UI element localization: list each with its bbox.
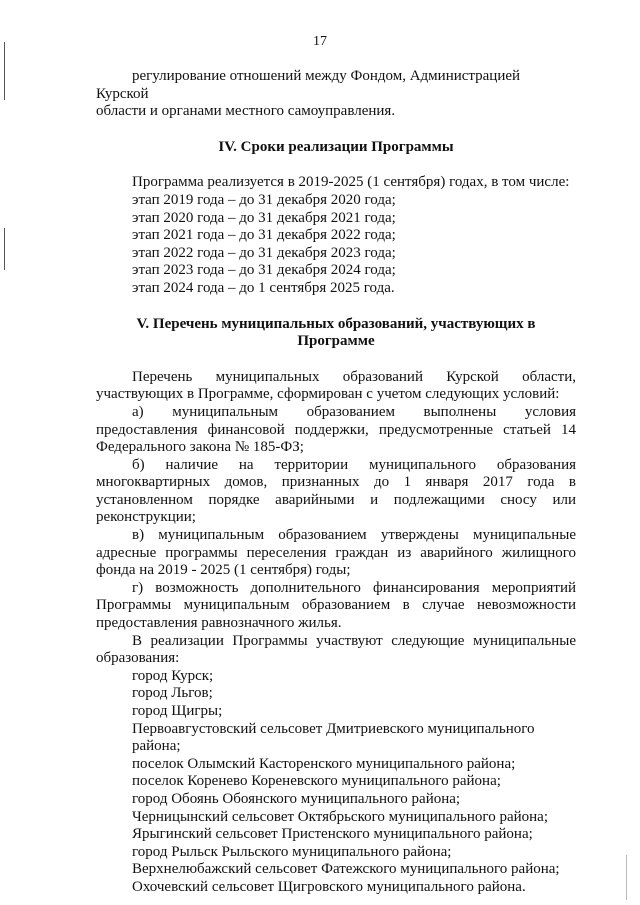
section-4-title: IV. Сроки реализации Программы — [218, 138, 454, 155]
intro-paragraph — [96, 68, 576, 121]
scan-margin-line-bottom — [4, 228, 5, 270]
intro-line: регулирование отношений между Фондом, Администрацией Курской — [96, 68, 521, 102]
section-5-body — [96, 369, 576, 897]
section-4-lead: Программа реализуется в 2019-2025 (1 сентября) годах, в том числе: — [132, 174, 570, 191]
participant-item: поселок Олымский Касторенского муниципального района; — [132, 755, 516, 772]
condition-item: г) возможность дополнительного финансирования мероприятий Программы муниципальным образованием в случае невозможности предоставления равнозначного жилья. — [96, 579, 576, 632]
document-body — [96, 68, 576, 897]
participant-item: Черницынский сельсовет Октябрьского муниципального района; — [132, 808, 548, 825]
participant-item: Верхнелюбажский сельсовет Фатежского муниципального района; — [132, 861, 560, 878]
section-5-intro: Перечень муниципальных образований Курской области, участвующих в Программе, сформирован с учетом следующих условий: — [96, 368, 576, 403]
stage-item: этап 2020 года – до 31 декабря 2021 года; — [132, 209, 396, 226]
stage-item: этап 2022 года – до 31 декабря 2023 года; — [132, 244, 396, 261]
condition-item: в) муниципальным образованием утверждены муниципальные адресные программы переселения граждан из аварийного жилищного фонда на 2019 - 2025 (1 сентября) годы; — [96, 527, 576, 579]
scan-edge-mark — [626, 855, 627, 900]
participants-list — [96, 668, 576, 897]
stage-item: этап 2024 года – до 1 сентября 2025 года. — [132, 279, 395, 296]
participant-item: город Щигры; — [132, 703, 223, 719]
participant-item: Охочевский сельсовет Щигровского муниципального района. — [132, 878, 526, 895]
participant-item: Первоавгустовский сельсовет Дмитриевского муниципального района; — [132, 720, 535, 755]
stage-item: этап 2021 года – до 31 декабря 2022 года; — [132, 227, 396, 244]
section-4-body — [96, 174, 576, 297]
participant-item: Ярыгинский сельсовет Пристенского муниципального района; — [132, 826, 533, 843]
participant-item: город Рыльск Рыльского муниципального района; — [132, 843, 452, 860]
page-number: 17 — [313, 34, 327, 49]
participant-item: поселок Коренево Кореневского муниципального района; — [132, 773, 501, 790]
stage-item: этап 2019 года – до 31 декабря 2020 года; — [132, 191, 396, 208]
condition-item: б) наличие на территории муниципального образования многоквартирных домов, признанных до 1 января 2017 года в установленном порядке аварийными и подлежащими сносу или реконструкции; — [96, 456, 576, 526]
intro-line: области и органами местного самоуправления. — [96, 103, 396, 120]
stage-item: этап 2023 года – до 31 декабря 2024 года; — [132, 262, 396, 279]
condition-item: а) муниципальным образованием выполнены условия предоставления финансовой поддержки, предусмотренные статьей 14 Федерального закона № 185-ФЗ; — [96, 403, 576, 456]
participant-item: город Льгов; — [132, 685, 213, 702]
participants-intro: В реализации Программы участвуют следующие муниципальные образования: — [96, 632, 576, 667]
participant-item: город Обоянь Обоянского муниципального района; — [132, 790, 461, 807]
scan-margin-line-top — [4, 42, 5, 100]
section-5-title-line: V. Перечень муниципальных образований, участвующих в — [136, 315, 536, 332]
section-5-title-line: Программе — [297, 333, 375, 350]
section-5-title — [96, 316, 576, 351]
participant-item: город Курск; — [132, 667, 214, 684]
